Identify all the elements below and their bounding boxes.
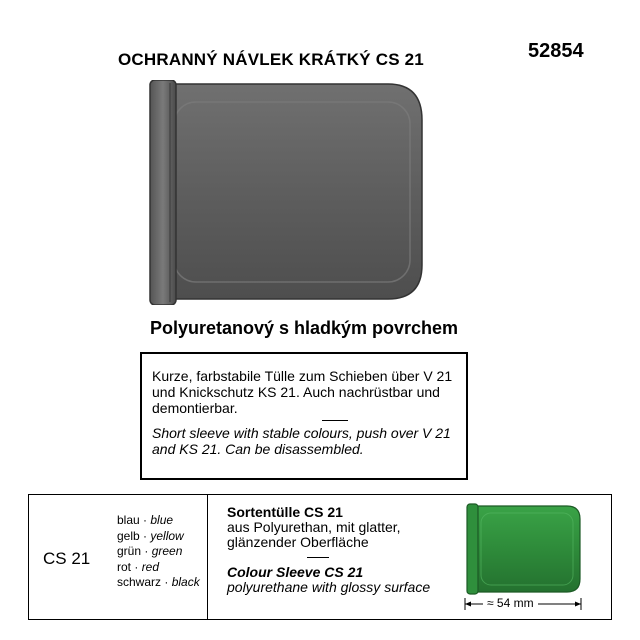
color-item: blau · blue [117, 513, 174, 527]
color-item: schwarz · black [117, 575, 200, 589]
product-info [227, 505, 455, 595]
color-list [117, 513, 200, 591]
sleeve-image [148, 80, 428, 305]
divider [307, 557, 329, 558]
subtitle: Polyuretanový s hladkým povrchem [149, 318, 459, 338]
description-de: Kurze, farbstabile Tülle zum Schieben über V 21 und Knickschutz KS 21. Auch nachrüstbar und demontierbar. [152, 368, 453, 416]
length-label: ≈ 54 mm [483, 596, 538, 610]
product-desc-en: polyurethane with glossy surface [227, 579, 431, 595]
product-name-de: Sortentülle CS 21 [227, 504, 343, 520]
article-number: 52854 [528, 40, 584, 62]
description-box [140, 352, 468, 480]
product-name-en: Colour Sleeve CS 21 [227, 564, 364, 580]
page-title: OCHRANNÝ NÁVLEK KRÁTKÝ CS 21 [118, 50, 424, 69]
color-item: gelb · yellow [117, 528, 184, 543]
length-dimension [463, 597, 583, 611]
color-item: rot · red [117, 559, 160, 574]
model-code: CS 21 [43, 549, 91, 568]
product-desc-de: aus Polyurethan, mit glatter, glänzender Oberfläche [227, 519, 401, 550]
column-divider [207, 495, 208, 619]
color-item: grün · green [117, 544, 183, 558]
product-table [28, 494, 612, 620]
green-sleeve-thumbnail [465, 503, 583, 595]
description-en: Short sleeve with stable colours, push over V 21 and KS 21. Can be disassembled. [152, 425, 451, 457]
divider [322, 420, 348, 421]
